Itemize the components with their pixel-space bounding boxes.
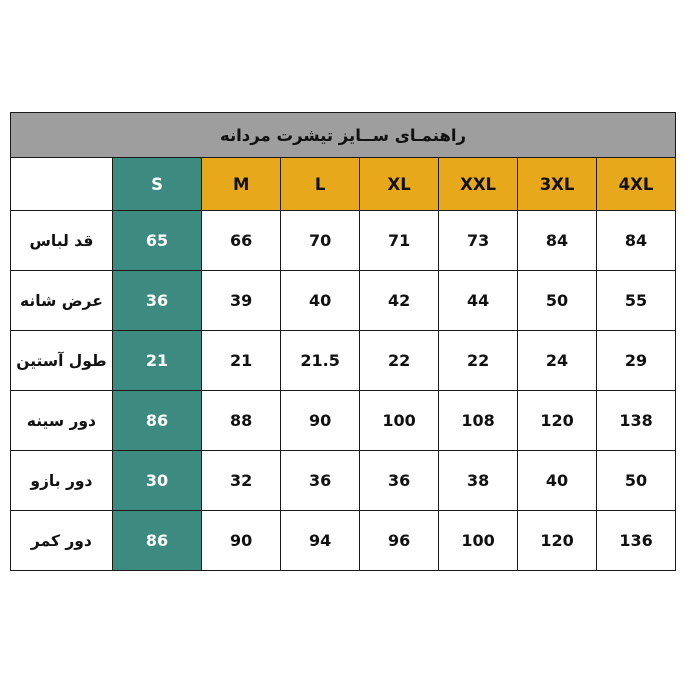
- size-header-l: L: [281, 158, 360, 211]
- cell-value: 44: [439, 271, 518, 331]
- cell-value: 96: [360, 511, 439, 571]
- table-row: [11, 331, 676, 391]
- cell-value: 94: [281, 511, 360, 571]
- cell-value: 36: [360, 451, 439, 511]
- cell-value-s: 21: [112, 331, 201, 391]
- size-header-m: M: [202, 158, 281, 211]
- cell-value: 71: [360, 211, 439, 271]
- table-row: [11, 451, 676, 511]
- size-header-4xl: 4XL: [597, 158, 676, 211]
- table-header-row: [11, 158, 676, 211]
- cell-value: 90: [281, 391, 360, 451]
- cell-value: 42: [360, 271, 439, 331]
- measurement-header: [11, 158, 113, 211]
- cell-value-s: 86: [112, 511, 201, 571]
- size-header-s: S: [112, 158, 201, 211]
- row-label: دور بازو: [11, 451, 113, 511]
- cell-value: 100: [439, 511, 518, 571]
- cell-value: 22: [439, 331, 518, 391]
- cell-value: 88: [202, 391, 281, 451]
- cell-value: 21: [202, 331, 281, 391]
- cell-value: 120: [518, 391, 597, 451]
- size-table-body: [11, 113, 676, 571]
- cell-value: 29: [597, 331, 676, 391]
- cell-value: 55: [597, 271, 676, 331]
- cell-value: 50: [597, 451, 676, 511]
- cell-value: 32: [202, 451, 281, 511]
- row-label: دور سینه: [11, 391, 113, 451]
- table-row: [11, 511, 676, 571]
- cell-value: 38: [439, 451, 518, 511]
- cell-value-s: 30: [112, 451, 201, 511]
- cell-value: 73: [439, 211, 518, 271]
- table-title-row: [11, 113, 676, 158]
- cell-value: 84: [597, 211, 676, 271]
- cell-value: 120: [518, 511, 597, 571]
- page-title: راهنمـای ســایز تیشرت مردانه: [11, 113, 676, 158]
- cell-value: 84: [518, 211, 597, 271]
- row-label: عرض شانه: [11, 271, 113, 331]
- size-table: [10, 112, 676, 571]
- cell-value: 50: [518, 271, 597, 331]
- cell-value: 22: [360, 331, 439, 391]
- table-row: [11, 211, 676, 271]
- cell-value: 136: [597, 511, 676, 571]
- cell-value: 39: [202, 271, 281, 331]
- cell-value: 40: [281, 271, 360, 331]
- cell-value: 24: [518, 331, 597, 391]
- cell-value: 21.5: [281, 331, 360, 391]
- cell-value: 40: [518, 451, 597, 511]
- size-header-xxl: XXL: [439, 158, 518, 211]
- table-row: [11, 271, 676, 331]
- row-label: طول آستین: [11, 331, 113, 391]
- size-table-container: [10, 112, 676, 571]
- table-row: [11, 391, 676, 451]
- cell-value: 66: [202, 211, 281, 271]
- cell-value: 90: [202, 511, 281, 571]
- cell-value: 36: [281, 451, 360, 511]
- cell-value: 108: [439, 391, 518, 451]
- size-header-xl: XL: [360, 158, 439, 211]
- row-label: قد لباس: [11, 211, 113, 271]
- cell-value: 100: [360, 391, 439, 451]
- cell-value: 138: [597, 391, 676, 451]
- cell-value-s: 86: [112, 391, 201, 451]
- row-label: دور کمر: [11, 511, 113, 571]
- size-header-3xl: 3XL: [518, 158, 597, 211]
- cell-value-s: 36: [112, 271, 201, 331]
- cell-value-s: 65: [112, 211, 201, 271]
- cell-value: 70: [281, 211, 360, 271]
